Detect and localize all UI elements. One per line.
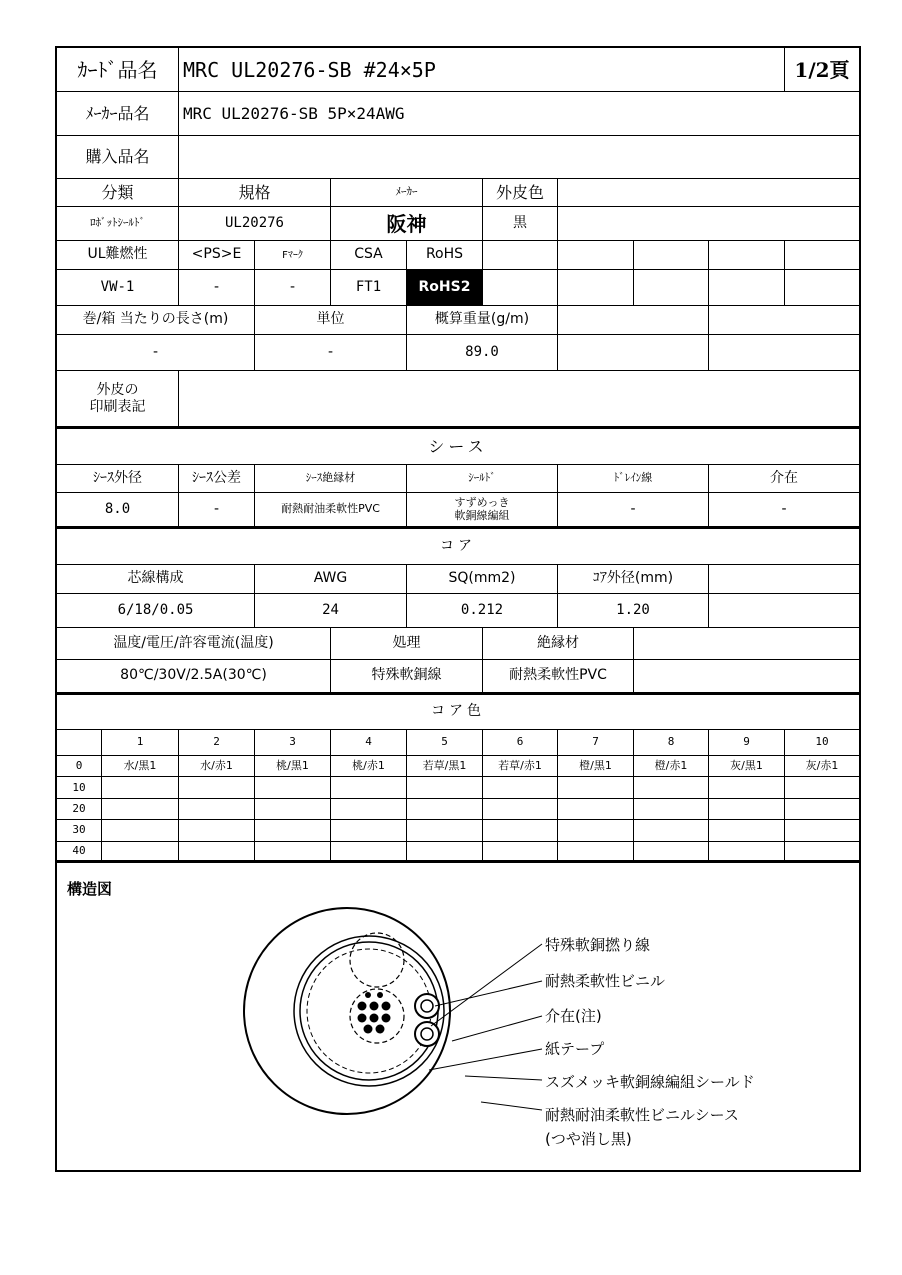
color-cell <box>102 842 179 863</box>
rohs-value-badge: RoHS2 <box>407 270 483 306</box>
classification-label: 分類 <box>57 179 179 207</box>
color-cell: 水/赤1 <box>179 756 255 777</box>
callout-leaders <box>429 944 542 1110</box>
color-cell <box>785 777 859 798</box>
callout-paper-tape: 紙テープ <box>545 1040 605 1058</box>
color-cell <box>634 820 709 841</box>
card-name-label: ｶｰﾄﾞ品名 <box>57 48 179 92</box>
blank-cell <box>483 241 558 270</box>
filler-value: - <box>709 493 859 529</box>
color-cell <box>483 777 558 798</box>
color-row-label: 0 <box>57 756 102 777</box>
color-cell: 橙/赤1 <box>634 756 709 777</box>
weight-value: 89.0 <box>407 335 558 371</box>
color-column-header: 3 <box>255 730 331 756</box>
insulation-label: 絶縁材 <box>483 628 634 660</box>
drain-wire-value: - <box>558 493 709 529</box>
color-cell <box>407 799 483 820</box>
color-cell <box>558 799 634 820</box>
color-cell <box>331 799 407 820</box>
color-cell <box>407 777 483 798</box>
sq-label: SQ(mm2) <box>407 565 558 594</box>
pse-value: - <box>179 270 255 306</box>
color-cell: 若草/赤1 <box>483 756 558 777</box>
sheath-tolerance-label: ｼｰｽ公差 <box>179 465 255 493</box>
blank-cell <box>634 628 859 660</box>
blank-cell <box>709 270 785 306</box>
color-column-header: 1 <box>102 730 179 756</box>
color-cell <box>102 799 179 820</box>
color-column-header: 7 <box>558 730 634 756</box>
color-cell <box>102 820 179 841</box>
callout-sheath: 耐熱耐油柔軟性ビニルシース <box>545 1106 739 1124</box>
awg-label: AWG <box>255 565 407 594</box>
color-column-header: 10 <box>785 730 859 756</box>
color-cell <box>558 820 634 841</box>
color-cell <box>407 820 483 841</box>
ul-flame-label: UL難燃性 <box>57 241 179 270</box>
blank-cell <box>483 270 558 306</box>
print-marking-value <box>179 371 859 429</box>
core-section-title: コア <box>57 529 859 565</box>
callout-filler: 介在(注) <box>545 1007 602 1025</box>
color-cell <box>785 799 859 820</box>
conductor-label: 芯線構成 <box>57 565 255 594</box>
ul-flame-value: VW-1 <box>57 270 179 306</box>
purchase-name-label: 購入品名 <box>57 136 179 179</box>
color-cell <box>709 777 785 798</box>
length-per-reel-value: - <box>57 335 255 371</box>
color-column-header: 6 <box>483 730 558 756</box>
color-row-label: 10 <box>57 777 102 798</box>
paper-tape-circle <box>307 949 431 1073</box>
callout-conductor: 特殊軟銅撚り線 <box>545 936 651 954</box>
blank-cell <box>634 270 709 306</box>
blank-cell <box>785 270 859 306</box>
color-cell: 若草/黒1 <box>407 756 483 777</box>
sheath-section-title: シース <box>57 429 859 465</box>
color-table-corner <box>57 730 102 756</box>
color-cell <box>558 842 634 863</box>
purchase-name-value <box>179 136 859 179</box>
weight-label: 概算重量(g/m) <box>407 306 558 335</box>
color-cell <box>102 777 179 798</box>
maker-name-label: ﾒｰｶｰ品名 <box>57 92 179 136</box>
color-cell <box>634 799 709 820</box>
color-cell: 灰/黒1 <box>709 756 785 777</box>
color-cell <box>483 820 558 841</box>
color-column-header: 9 <box>709 730 785 756</box>
color-cell <box>785 820 859 841</box>
callout-insulation: 耐熱柔軟性ビニル <box>545 972 666 990</box>
color-row-label: 40 <box>57 842 102 863</box>
insulation-value: 耐熱柔軟性PVC <box>483 660 634 695</box>
blank-cell <box>785 241 859 270</box>
treatment-value: 特殊軟銅線 <box>331 660 483 695</box>
color-cell <box>255 820 331 841</box>
conductor-strands <box>358 992 391 1034</box>
blank-cell <box>558 335 709 371</box>
sheath-od-value: 8.0 <box>57 493 179 529</box>
treatment-label: 処理 <box>331 628 483 660</box>
blank-cell <box>558 179 859 207</box>
maker-name-value: MRC UL20276-SB 5P×24AWG <box>179 92 859 136</box>
page-number: 1/2頁 <box>785 48 859 92</box>
color-cell <box>709 799 785 820</box>
rohs-label: RoHS <box>407 241 483 270</box>
color-column-header: 2 <box>179 730 255 756</box>
color-cell <box>331 820 407 841</box>
blank-cell <box>709 306 859 335</box>
f-mark-label: Fﾏｰｸ <box>255 241 331 270</box>
color-cell <box>331 777 407 798</box>
print-marking-label <box>57 371 179 429</box>
temp-voltage-current-label: 温度/電圧/許容電流(温度) <box>57 628 331 660</box>
standard-value: UL20276 <box>179 207 331 241</box>
f-mark-value: - <box>255 270 331 306</box>
color-cell <box>709 820 785 841</box>
structure-diagram <box>57 866 859 1166</box>
color-cell <box>255 777 331 798</box>
maker-label: ﾒｰｶｰ <box>331 179 483 207</box>
color-cell <box>634 842 709 863</box>
structure-diagram-title: 構造図 <box>67 880 113 898</box>
blank-cell <box>709 594 859 628</box>
color-cell <box>558 777 634 798</box>
callout-sheath-note: (つや消し黒) <box>545 1130 632 1148</box>
temp-voltage-current-value: 80℃/30V/2.5A(30℃) <box>57 660 331 695</box>
csa-value: FT1 <box>331 270 407 306</box>
conductor-value: 6/18/0.05 <box>57 594 255 628</box>
standard-label: 規格 <box>179 179 331 207</box>
blank-cell <box>709 335 859 371</box>
color-cell: 灰/赤1 <box>785 756 859 777</box>
blank-cell <box>558 207 859 241</box>
color-cell <box>179 842 255 863</box>
color-cell <box>709 842 785 863</box>
jacket-color-label: 外皮色 <box>483 179 558 207</box>
shield-value <box>407 493 558 529</box>
color-cell: 橙/黒1 <box>558 756 634 777</box>
blank-cell <box>634 241 709 270</box>
print-marking-label-line2: 印刷表記 <box>89 398 146 415</box>
sheath-insulation-label: ｼｰｽ絶縁材 <box>255 465 407 493</box>
filler-label: 介在 <box>709 465 859 493</box>
color-cell: 水/黒1 <box>102 756 179 777</box>
length-per-reel-label: 巻/箱 当たりの長さ(m) <box>57 306 255 335</box>
color-cell <box>407 842 483 863</box>
sheath-insulation-value: 耐熱耐油柔軟性PVC <box>255 493 407 529</box>
color-cell <box>483 842 558 863</box>
color-cell: 桃/赤1 <box>331 756 407 777</box>
blank-cell <box>558 306 709 335</box>
sheath-od-label: ｼｰｽ外径 <box>57 465 179 493</box>
csa-label: CSA <box>331 241 407 270</box>
print-marking-label-line1: 外皮の <box>96 382 139 399</box>
shield-value-line2: 軟銅線編組 <box>454 508 510 522</box>
blank-cell <box>558 241 634 270</box>
awg-value: 24 <box>255 594 407 628</box>
shield-value-line1: すずめっき <box>454 495 510 509</box>
classification-value: ﾛﾎﾞｯﾄｼｰﾙﾄﾞ <box>57 207 179 241</box>
core-od-value: 1.20 <box>558 594 709 628</box>
color-cell <box>483 799 558 820</box>
jacket-color-value: 黒 <box>483 207 558 241</box>
color-column-header: 8 <box>634 730 709 756</box>
color-cell <box>634 777 709 798</box>
drain-wire-label: ﾄﾞﾚｲﾝ線 <box>558 465 709 493</box>
core-dashed-upper <box>350 933 404 987</box>
callout-shield: スズメッキ軟銅線編組シールド <box>545 1073 755 1091</box>
shield-label: ｼｰﾙﾄﾞ <box>407 465 558 493</box>
spec-sheet <box>55 46 861 1172</box>
unit-value: - <box>255 335 407 371</box>
color-row-label: 30 <box>57 820 102 841</box>
color-cell <box>255 842 331 863</box>
color-cell <box>179 820 255 841</box>
pse-label: <PS>E <box>179 241 255 270</box>
color-column-header: 5 <box>407 730 483 756</box>
cable-cross-section-drawing <box>57 866 859 1166</box>
color-column-header: 4 <box>331 730 407 756</box>
blank-cell <box>634 660 859 695</box>
color-cell <box>785 842 859 863</box>
color-cell: 桃/黒1 <box>255 756 331 777</box>
color-cell <box>255 799 331 820</box>
core-color-section-title: コア色 <box>57 695 859 730</box>
core-od-label: ｺｱ外径(mm) <box>558 565 709 594</box>
color-cell <box>331 842 407 863</box>
blank-cell <box>709 565 859 594</box>
color-cell <box>179 799 255 820</box>
blank-cell <box>709 241 785 270</box>
sq-value: 0.212 <box>407 594 558 628</box>
color-row-label: 20 <box>57 799 102 820</box>
color-cell <box>179 777 255 798</box>
maker-value: 阪神 <box>331 207 483 241</box>
unit-label: 単位 <box>255 306 407 335</box>
card-name-value: MRC UL20276-SB #24×5P <box>179 48 785 92</box>
sheath-tolerance-value: - <box>179 493 255 529</box>
blank-cell <box>558 270 634 306</box>
